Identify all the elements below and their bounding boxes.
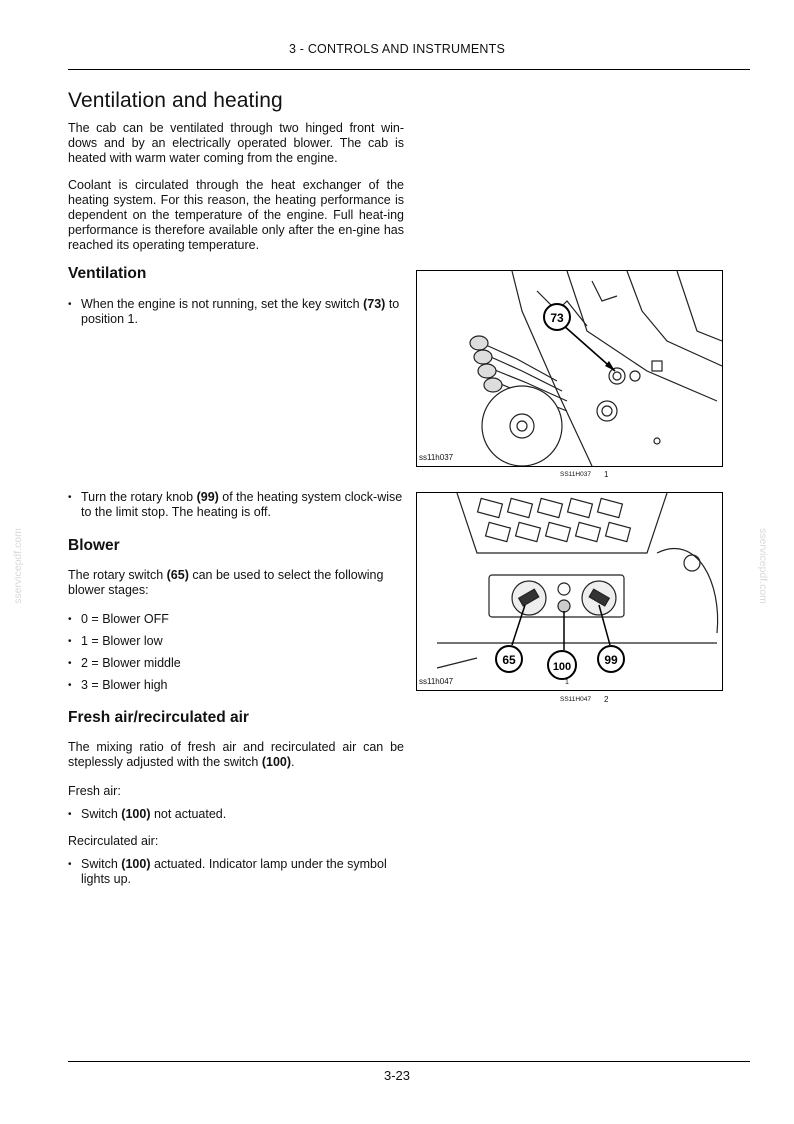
fresh-air-bullet — [68, 807, 404, 822]
figure-2-caption: SS11H047 — [560, 696, 591, 703]
watermark-right: sservicepdf.com — [756, 528, 769, 604]
para-text: The rotary switch — [68, 568, 167, 582]
fresh-air-label: Fresh air: — [68, 784, 121, 798]
para-text: can be used to select the following blower stages: — [68, 568, 384, 597]
fresh-air-intro — [68, 740, 404, 770]
footer-rule — [68, 1061, 750, 1062]
para-text: The mixing ratio of fresh air and recirculated air can be steplessly adjusted with the switch — [68, 740, 404, 769]
ref-100: (100) — [121, 807, 151, 821]
ventilation-bullet-1 — [68, 297, 404, 327]
intro-para-1 — [68, 121, 404, 166]
ref-65: (65) — [166, 568, 189, 582]
bullet-text: Switch — [81, 807, 122, 821]
callout-99: 99 — [604, 653, 618, 667]
figure-key-switch — [416, 270, 723, 467]
bullet-text: When the engine is not running, set the key switch — [81, 297, 364, 311]
blower-heading: Blower — [68, 537, 120, 554]
page-number: 3-23 — [383, 1068, 411, 1083]
blower-stage-3: • 3 = Blower high — [68, 678, 404, 693]
header-rule — [68, 69, 750, 70]
figure-tag: ss11h047 — [419, 677, 454, 686]
figure-2-number: 2 — [604, 695, 609, 704]
bullet-text: to position 1. — [81, 297, 400, 326]
ventilation-bullet-2 — [68, 490, 404, 520]
para-text: . — [291, 755, 295, 769]
section-title-block — [68, 89, 404, 113]
ref-100: (100) — [261, 755, 292, 769]
page-header: 3 - CONTROLS AND INSTRUMENTS — [288, 42, 506, 56]
recirc-air-bullet — [68, 857, 404, 887]
bullet-text: of the heating system clock-wise to the limit stop. The heating is off. — [81, 490, 403, 519]
blower-stage-1: • 1 = Blower low — [68, 634, 404, 649]
watermark-left: sservicepdf.com — [11, 528, 24, 604]
ref-73: (73) — [363, 297, 386, 311]
section-title: Ventilation and heating — [68, 89, 283, 112]
blower-intro — [68, 568, 404, 598]
heater-controls-illustration — [417, 493, 722, 690]
bullet-text: not actuated. — [150, 807, 227, 821]
callout-100: 100 — [552, 661, 572, 673]
recirc-air-label: Recirculated air: — [68, 834, 159, 848]
figure-tag: ss11h037 — [419, 453, 454, 462]
intro-text-1: The cab can be ventilated through two hinged front win-dows and by an electrically operated blower. The cab is heated with warm water coming from the engine. — [68, 121, 404, 165]
callout-65: 65 — [502, 653, 516, 667]
figure-subtag: 1 — [565, 679, 569, 686]
figure-heater-controls — [416, 492, 723, 691]
blower-stage-0: • 0 = Blower OFF — [68, 612, 404, 627]
bullet-text: Switch — [81, 857, 122, 871]
intro-text-2: Coolant is circulated through the heat exchanger of the heating system. For this reason, the heating performance is dependent on the temperature of the engine. Full heat-ing performance is therefore available only after the en-gine has reached its operating temperature. — [68, 178, 404, 252]
intro-para-2 — [68, 178, 404, 253]
fresh-air-heading: Fresh air/recirculated air — [68, 709, 249, 726]
callout-73: 73 — [550, 311, 564, 325]
blower-stage-2: • 2 = Blower middle — [68, 656, 404, 671]
ref-99: (99) — [196, 490, 219, 504]
figure-1-number: 1 — [604, 470, 609, 479]
bullet-text: actuated. Indicator lamp under the symbol lights up. — [81, 857, 387, 886]
figure-1-caption: SS11H037 — [560, 471, 591, 478]
ventilation-heading: Ventilation — [68, 265, 147, 282]
bullet-text: Turn the rotary knob — [81, 490, 197, 504]
key-switch-illustration — [417, 271, 722, 466]
ref-100: (100) — [121, 857, 151, 871]
